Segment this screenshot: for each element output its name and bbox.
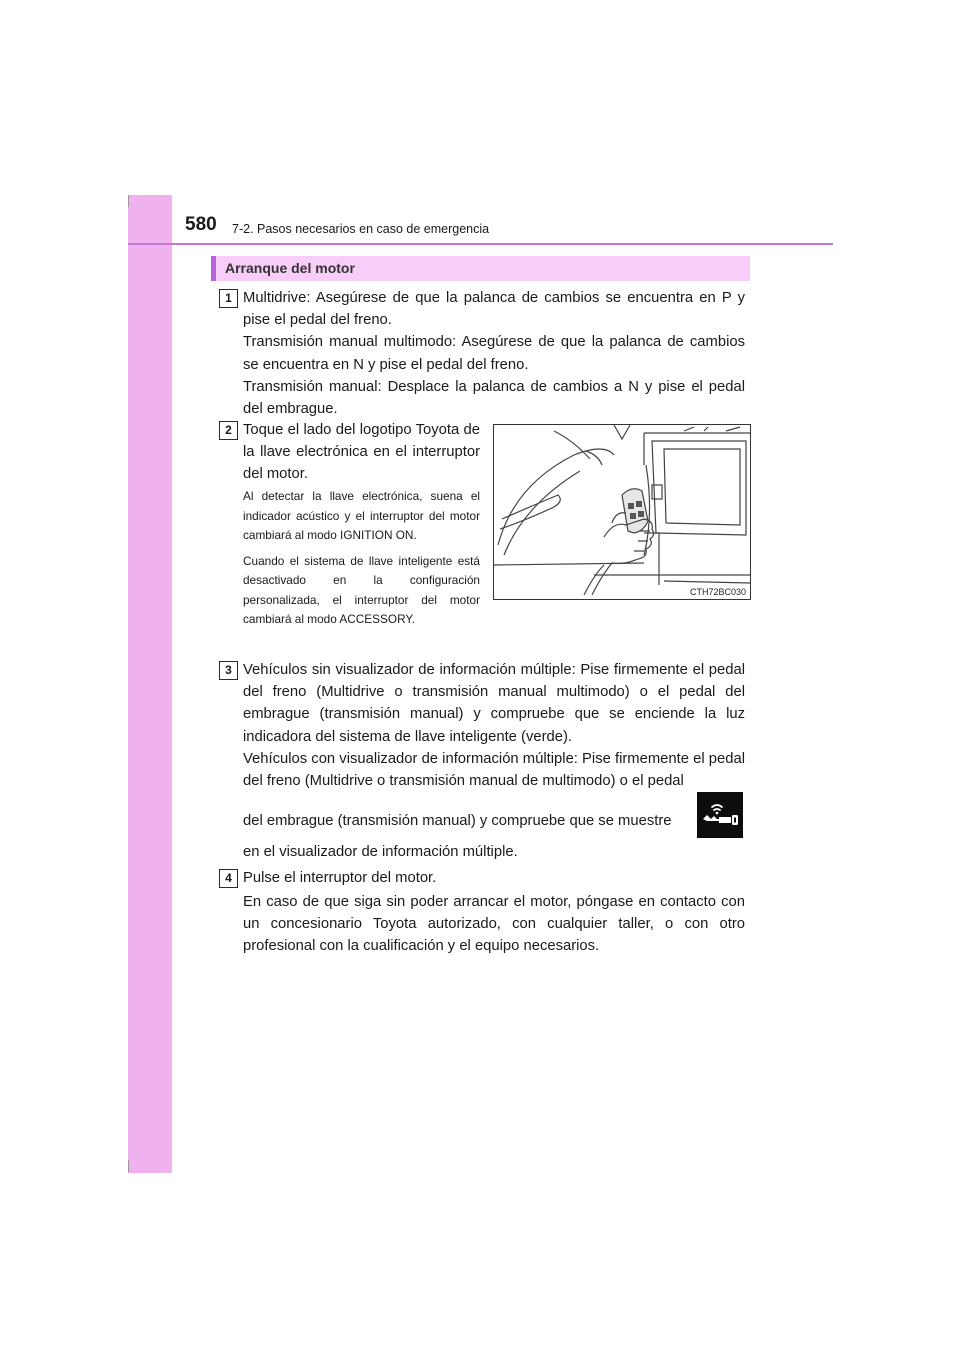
step-2-note: Cuando el sistema de llave inteligente está desactivado en la configuración personalizada, el interruptor del motor cambiará al modo ACCESSORY. xyxy=(243,553,480,626)
crop-mark xyxy=(128,1160,129,1172)
step-1-paragraph: Multidrive: Asegúrese de que la palanca de cambios se encuentra en P y pise el pedal del freno. xyxy=(243,290,745,329)
step-number-3: 3 xyxy=(219,661,238,680)
section-heading xyxy=(211,256,750,281)
step-3-paragraph: Vehículos sin visualizador de información múltiple: Pise firmemente el pedal del freno (Multidrive o transmisión manual multimodo) o el pedal del embrague (transmisión manual) y compruebe que se enciende la luz indicadora del sistema de llave inteligente (verde). xyxy=(243,662,745,745)
step-1-paragraph: Transmisión manual: Desplace la palanca de cambios a N y pise el pedal del embrague. xyxy=(243,378,745,418)
step-3-text xyxy=(243,659,745,792)
step-3-icon-line: del embrague (transmisión manual) y compruebe que se muestre xyxy=(243,813,672,829)
closing-paragraph: En caso de que siga sin poder arrancar el motor, póngase en contacto con un concesionario Toyota autorizado, con cualquier taller, o con otro profesional con la cualificación y el equipo necesarios. xyxy=(243,894,745,955)
step-2-notes xyxy=(243,487,480,636)
step-1-paragraph: Transmisión manual multimodo: Asegúrese de que la palanca de cambios se encuentra en N y pise el pedal del freno. xyxy=(243,334,745,373)
step-number-1: 1 xyxy=(219,289,238,308)
step-4-text: Pulse el interruptor del motor. xyxy=(243,870,437,886)
chapter-side-tab xyxy=(128,195,172,1173)
page-number: 580 xyxy=(185,214,217,235)
smart-key-indicator-icon xyxy=(697,792,743,838)
step-3-paragraph: Vehículos con visualizador de información múltiple: Pise firmemente el pedal del freno (Multidrive o transmisión manual de multimodo) o el pedal xyxy=(243,750,745,790)
step-number-2: 2 xyxy=(219,421,238,440)
step-2-note: Al detectar la llave electrónica, suena el indicador acústico y el interruptor del motor cambiará al modo IGNITION ON. xyxy=(243,489,480,542)
figure-key-touch-engine-switch xyxy=(493,424,751,600)
hand-holding-key-illustration xyxy=(494,425,750,599)
figure-code: CTH72BC030 xyxy=(689,587,746,597)
section-heading-accent xyxy=(211,256,216,281)
chapter-title: 7-2. Pasos necesarios en caso de emergencia xyxy=(232,222,490,236)
step-3-tail: en el visualizador de información múltiple. xyxy=(243,844,518,860)
step-1-text xyxy=(243,287,745,420)
header-divider xyxy=(128,243,833,245)
section-title: Arranque del motor xyxy=(225,260,355,276)
step-2-text: Toque el lado del logotipo Toyota de la llave electrónica en el interruptor del motor. xyxy=(243,422,480,483)
step-number-4: 4 xyxy=(219,869,238,888)
crop-mark xyxy=(128,195,129,207)
